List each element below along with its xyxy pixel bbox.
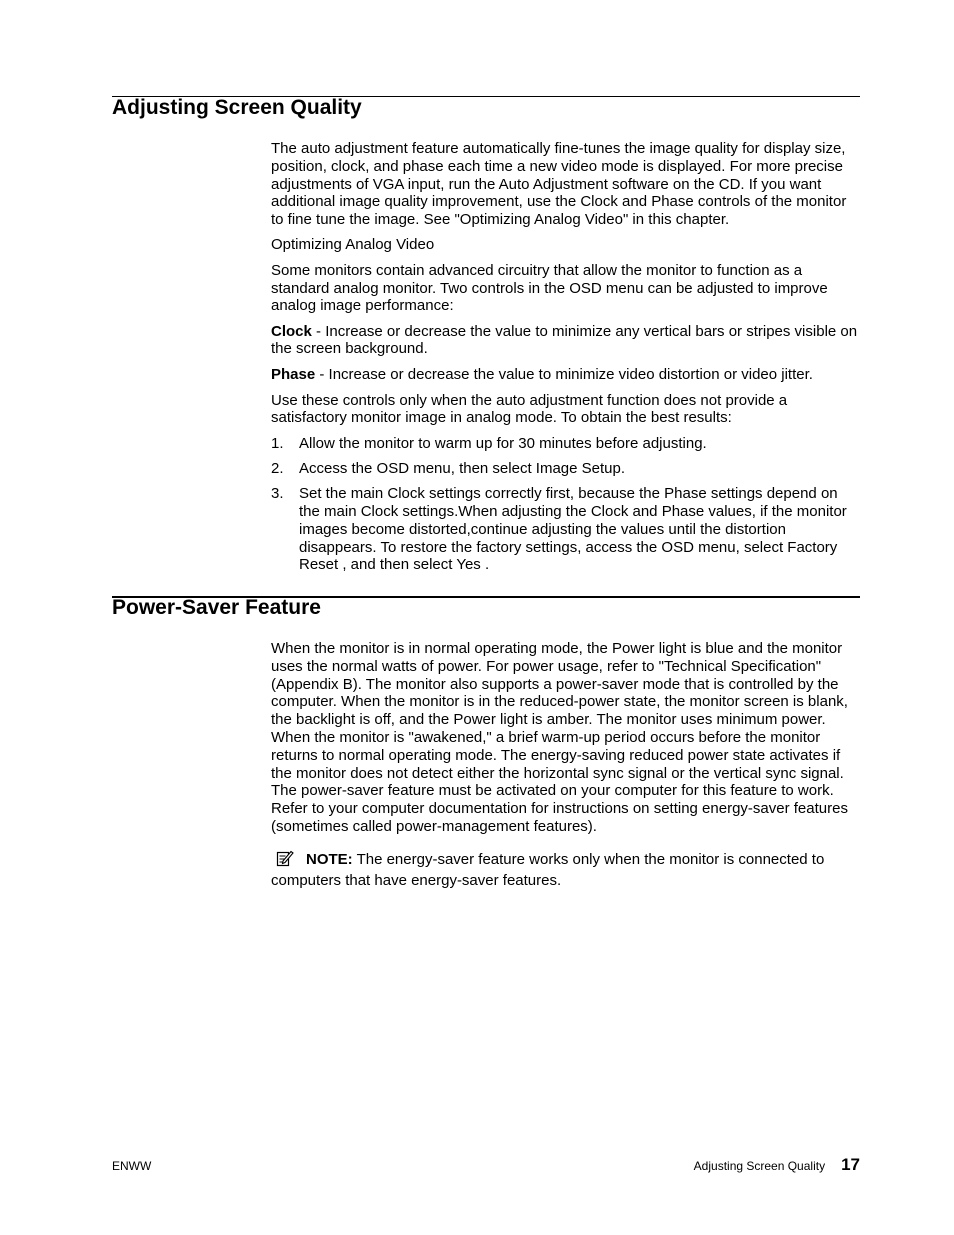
note-callout: [271, 849, 861, 891]
list-item: [271, 485, 861, 574]
note-icon: [275, 850, 297, 867]
clock-description: - Increase or decrease the value to minimize any vertical bars or stripes visible on the screen background.: [271, 322, 858, 358]
intro-paragraph: The auto adjustment feature automatically fine-tunes the image quality for display size, position, clock, and phase each time a new video mode is displayed. For more precise adjustments of VGA input, run the Auto Adjustment software on the CD. If you want additional image quality improvement, use the Clock and Phase controls of the monitor to fine tune the image. See "Optimizing Analog Video" in this chapter.: [271, 140, 847, 229]
section-title-power-saver-feature: Power-Saver Feature: [112, 596, 321, 619]
phase-description: - Increase or decrease the value to minimize video distortion or video jitter.: [315, 366, 813, 384]
step-text: Allow the monitor to warm up for 30 minutes before adjusting.: [299, 434, 707, 452]
phase-term: Phase: [271, 366, 316, 384]
step-number: 2.: [271, 459, 284, 477]
section-body-power-saver-feature: [271, 640, 861, 836]
step-number: 3.: [271, 485, 284, 503]
step-text: Access the OSD menu, then select Image Setup.: [299, 459, 626, 477]
clock-term: Clock: [271, 322, 312, 340]
analog-paragraph: Some monitors contain advanced circuitry that allow the monitor to function as a standard analog monitor. Two controls in the OSD menu can be adjusted to improve analog image performance:: [271, 261, 828, 315]
list-item: [271, 460, 861, 478]
clock-paragraph: [271, 323, 861, 359]
section-title-adjusting-screen-quality: Adjusting Screen Quality: [112, 96, 362, 119]
power-saver-paragraph: When the monitor is in normal operating mode, the Power light is blue and the monitor uses the normal watts of power. For power usage, refer to "Technical Specification" (Appendix B). The monitor also supports a power-saver mode that is controlled by the computer. When the monitor is in the reduced-power state, the monitor screen is blank, the backlight is off, and the Power light is amber. The monitor uses minimum power. When the monitor is "awakened," a brief warm-up period occurs before the monitor returns to normal operating mode. The energy-saving reduced power state activates if the monitor does not detect either the horizontal sync signal or the vertical sync signal. The power-saver feature must be activated on your computer for this feature to work. Refer to your computer documentation for instructions on setting energy-saver features (sometimes called power-management features).: [271, 640, 848, 835]
note-text: The energy-saver feature works only when the monitor is connected to computers that have energy-saver features.: [271, 851, 825, 889]
use-controls-paragraph: Use these controls only when the auto adjustment function does not provide a satisfactory monitor image in analog mode. To obtain the best results:: [271, 391, 788, 427]
adjustment-steps-list: [271, 435, 861, 575]
footer-left-label: ENWW: [112, 1159, 152, 1173]
subheading-optimizing-analog-video: Optimizing Analog Video: [271, 236, 435, 254]
step-number: 1.: [271, 434, 284, 452]
phase-paragraph: [271, 366, 861, 384]
step-text: Set the main Clock settings correctly first, because the Phase settings depend on the main Clock settings.When adjusting the Clock and Phase values, if the monitor images become distorted,continue adjusting the values until the distortion disappears. To restore the factory settings, access the OSD menu, select Factory Reset , and then select Yes .: [299, 485, 847, 574]
list-item: [271, 435, 861, 453]
footer-right: [694, 1154, 860, 1177]
page-number: 17: [841, 1155, 860, 1174]
section-body-adjusting-screen-quality: [271, 140, 861, 582]
footer-section-name: Adjusting Screen Quality: [693, 1159, 826, 1173]
note-label: NOTE:: [306, 851, 353, 868]
